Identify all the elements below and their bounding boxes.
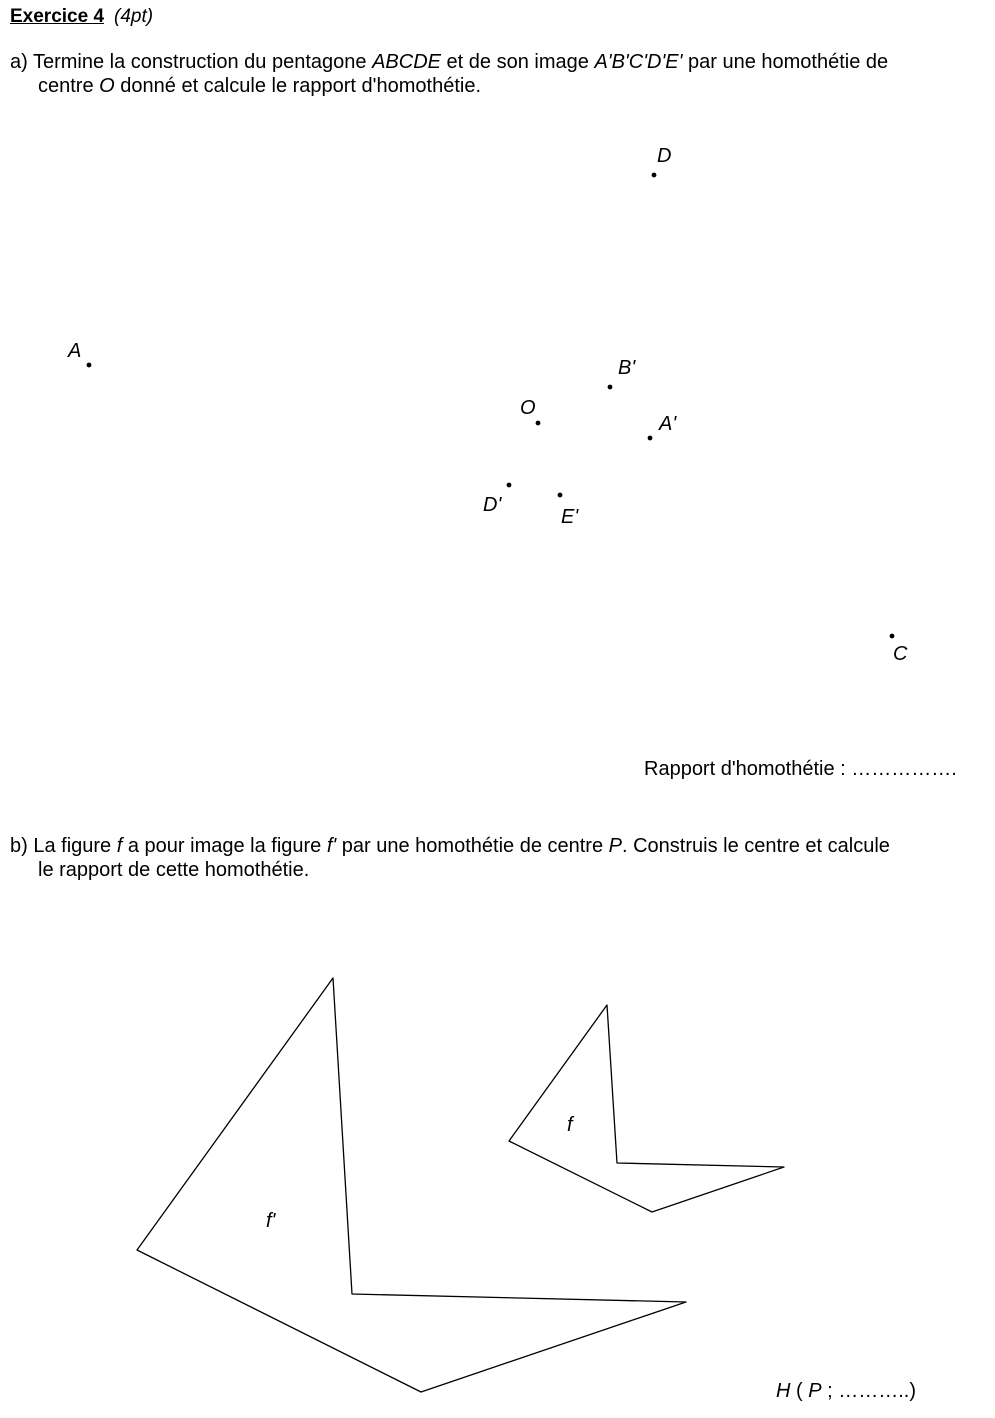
part-a-instruction-line1-run-1: ABCDE — [372, 51, 441, 73]
part-b-instruction-line1-run-3: f' — [326, 835, 337, 857]
point-E-prime — [558, 493, 563, 498]
part-a-instruction-line2-run-1: O — [99, 75, 115, 97]
part-a-instruction-line1-run-4: par une homothétie de — [682, 51, 889, 73]
part-b-instruction-line1-run-2: a pour image la figure — [122, 835, 327, 857]
figure-f-prime — [137, 978, 686, 1392]
part-a-instruction-line2-run-0: centre — [38, 75, 100, 97]
figure-f — [509, 1005, 784, 1212]
part-a-instruction-line2-run-2: donné et calcule le rapport d'homothétie. — [114, 75, 481, 97]
part-b-instruction-line2-run-0: le rapport de cette homothétie. — [38, 859, 310, 881]
point-label-E-prime: E' — [561, 506, 579, 528]
part-b-instruction-line1-run-1: f — [116, 835, 123, 857]
point-C — [890, 634, 895, 639]
part-b-instruction-line1-run-5: P — [608, 835, 622, 857]
point-A-prime — [648, 436, 653, 441]
point-label-A-prime: A' — [659, 413, 677, 435]
point-label-C: C — [893, 643, 908, 665]
point-D-prime — [507, 483, 512, 488]
ratio-answer-blank[interactable]: Rapport d'homothétie : ……………. — [644, 758, 957, 780]
point-label-D-prime: D' — [483, 494, 502, 516]
homothety-answer-blank-run-1: ( — [790, 1380, 809, 1402]
part-a-instruction-line1-run-0: a) Termine la construction du pentagone — [10, 51, 373, 73]
figure-f-label: f — [567, 1114, 573, 1136]
point-label-A: A — [68, 340, 82, 362]
part-b-instruction-line1-run-6: . Construis le centre et calcule — [621, 835, 890, 857]
homothety-answer-blank-run-0: H — [776, 1380, 791, 1402]
part-b-instruction-line1-run-0: b) La figure — [10, 835, 117, 857]
homothety-answer-blank-run-2: P — [808, 1380, 822, 1402]
part-a-instruction-line1-run-2: et de son image — [441, 51, 595, 73]
point-B-prime — [608, 385, 613, 390]
point-label-O: O — [520, 397, 536, 419]
homothety-answer-blank-run-3: ; ………..) — [821, 1380, 917, 1402]
point-A — [87, 363, 92, 368]
point-label-D: D — [657, 145, 672, 167]
point-O — [536, 421, 541, 426]
point-label-B-prime: B' — [618, 357, 636, 379]
exercise-points: (4pt) — [114, 6, 154, 27]
figure-f-prime-label: f' — [266, 1210, 276, 1232]
part-a-instruction-line1-run-3: A'B'C'D'E' — [594, 51, 683, 73]
part-b-instruction-line1-run-4: par une homothétie de centre — [336, 835, 609, 857]
exercise-title-label: Exercice 4 — [10, 6, 105, 27]
point-D — [652, 173, 657, 178]
